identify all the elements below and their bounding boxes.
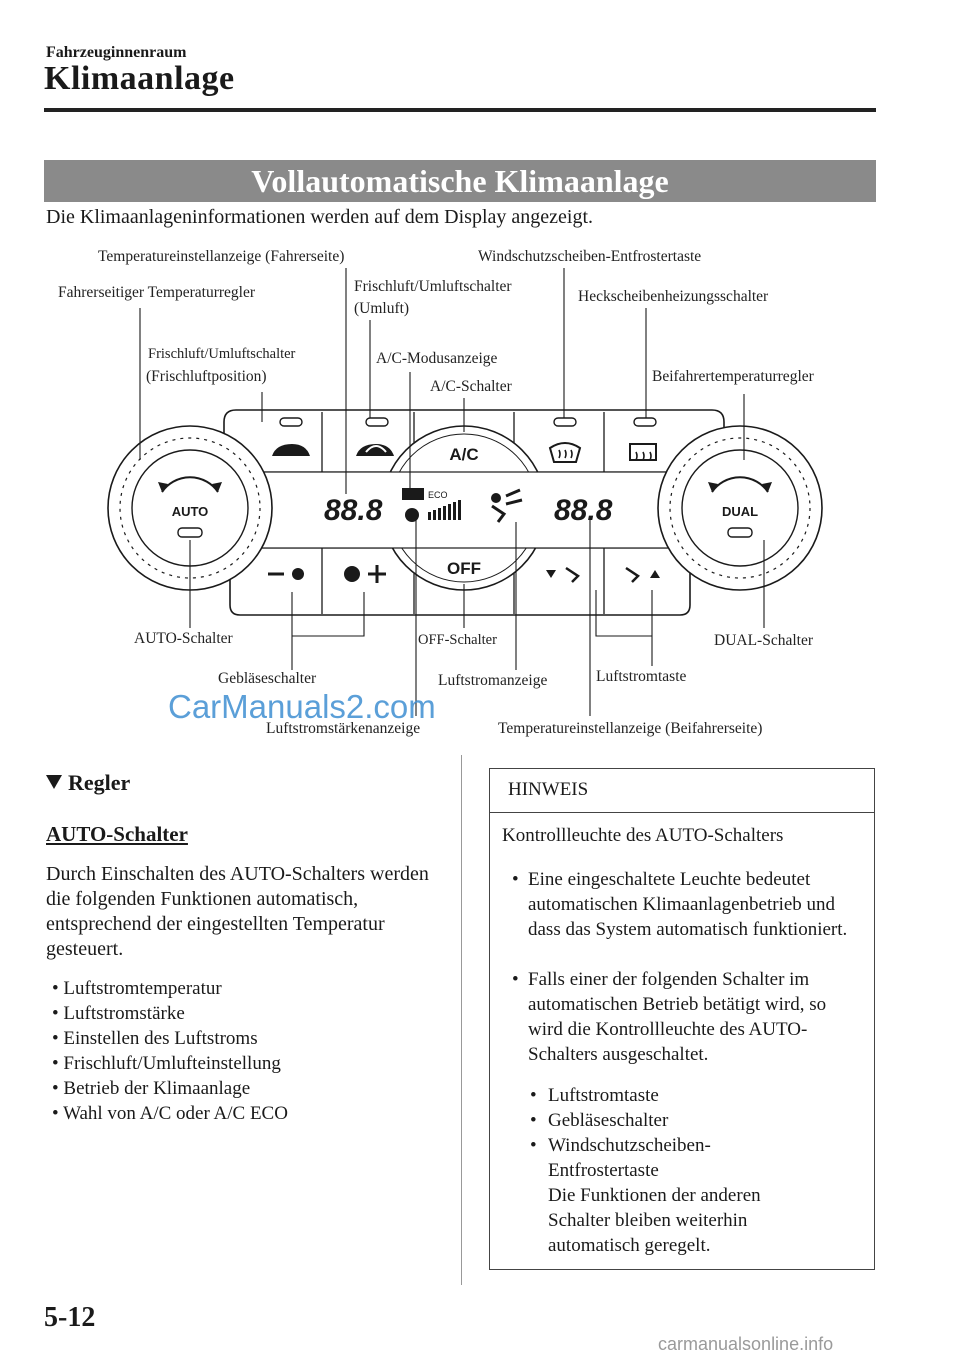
label-driver-temp-control: Fahrerseitiger Temperaturregler: [58, 284, 256, 301]
controls-heading-text: Regler: [68, 770, 131, 795]
label-fan-speed-indicator: Luftstromstärkenanzeige: [266, 720, 421, 737]
chapter-label: Fahrzeuginnenraum: [46, 44, 187, 61]
off-button-text: OFF: [447, 559, 481, 578]
label-airflow-indicator: Luftstromanzeige: [438, 672, 548, 689]
label-ac-mode-indicator: A/C-Modusanzeige: [376, 350, 498, 367]
rear-defrost-icon: [630, 444, 656, 460]
page-title: Klimaanlage: [44, 60, 235, 97]
auto-functions-list: [52, 976, 288, 1126]
note-sub-bullet: • Windschutzscheiben-Entfrostertaste: [530, 1135, 711, 1181]
watermark: CarManuals2.com: [168, 688, 436, 725]
page-number: 5-12: [44, 1302, 96, 1333]
car-recirc-icon: [356, 444, 394, 456]
auto-switch-description: Durch Einschalten des AUTO-Schalters werden die folgenden Funktionen automatisch, entsprechend der eingestellten Temperatur gesteuert.: [46, 863, 429, 960]
label-windshield-defrost: Windschutzscheiben-Entfrostertaste: [478, 248, 702, 265]
label-fresh-line2: (Frischluftposition): [146, 368, 267, 385]
fan-down-icon: [268, 568, 304, 580]
controls-heading: [46, 770, 130, 796]
label-auto-switch: AUTO-Schalter: [134, 630, 233, 647]
list-item: • Luftstromstärke: [52, 1001, 288, 1026]
auto-switch-subheading: AUTO-Schalter: [46, 822, 188, 846]
windshield-defrost-icon: [550, 443, 580, 462]
label-ac-switch: A/C-Schalter: [430, 378, 512, 395]
footer-watermark: carmanualsonline.info: [658, 1334, 834, 1354]
bullet-dot: •: [530, 1135, 537, 1156]
label-fan-switch: Gebläseschalter: [218, 670, 317, 687]
airflow-up-icon: [626, 568, 660, 582]
bullet-dot: •: [512, 969, 519, 990]
note-title: HINWEIS: [490, 769, 874, 813]
note-lead: Kontrollleuchte des AUTO-Schalters: [502, 825, 784, 846]
label-temp-display-passenger: Temperatureinstellanzeige (Beifahrerseite): [498, 720, 763, 737]
list-item: • Betrieb der Klimaanlage: [52, 1076, 288, 1101]
intro-text: Die Klimaanlageninformationen werden auf dem Display angezeigt.: [46, 206, 594, 228]
fan-up-icon: [344, 565, 386, 583]
note-bullet: • Eine eingeschaltete Leuchte bedeutet automatischen Klimaanlagenbetrieb und dass das System automatisch funktioniert.: [512, 869, 848, 940]
label-passenger-temp-control: Beifahrertemperaturregler: [652, 368, 814, 385]
eco-indicator-text: ECO: [428, 490, 448, 500]
ac-button-text: A/C: [449, 445, 479, 464]
section-banner: Vollautomatische Klimaanlage: [44, 160, 876, 202]
list-item: • Einstellen des Luftstroms: [52, 1026, 288, 1051]
car-fresh-icon: [272, 444, 310, 456]
list-item: • Frischluft/Umlufteinstellung: [52, 1051, 288, 1076]
note-closing: Die Funktionen der anderen Schalter bleiben weiterhin automatisch geregelt.: [548, 1185, 761, 1256]
note-sub-bullet: • Luftstromtaste: [530, 1085, 659, 1106]
bullet-dot: •: [530, 1110, 537, 1131]
label-fresh-line1: Frischluft/Umluftschalter: [148, 346, 296, 362]
label-off-switch: OFF-Schalter: [418, 632, 497, 648]
list-item: • Wahl von A/C oder A/C ECO: [52, 1101, 288, 1126]
label-rear-defrost: Heckscheibenheizungsschalter: [578, 288, 769, 305]
label-recirc-line2: (Umluft): [354, 300, 410, 317]
temp-display-left: 88.8: [324, 494, 383, 527]
label-temp-display-driver: Temperatureinstellanzeige (Fahrerseite): [98, 248, 345, 265]
bullet-dot: •: [512, 869, 519, 890]
column-divider: [461, 755, 462, 1285]
bullet-dot: •: [530, 1085, 537, 1106]
airflow-down-icon: [546, 568, 578, 582]
temp-display-right: 88.8: [554, 494, 613, 527]
label-airflow-button: Luftstromtaste: [596, 668, 687, 685]
note-box: [489, 768, 875, 1270]
auto-button-text: AUTO: [171, 504, 209, 519]
list-item: • Luftstromtemperatur: [52, 976, 288, 1001]
note-bullet: • Falls einer der folgenden Schalter im automatischen Betrieb betätigt wird, so wird die Kontrollleuchte des AUTO-Schalters ausgeschaltet.: [512, 969, 827, 1065]
label-recirc-line1: Frischluft/Umluftschalter: [354, 278, 512, 295]
note-sub-bullet: • Gebläseschalter: [530, 1110, 669, 1131]
label-dual-switch: DUAL-Schalter: [714, 632, 813, 649]
triangle-down-icon: [46, 775, 62, 789]
dual-button-text: DUAL: [721, 504, 759, 519]
